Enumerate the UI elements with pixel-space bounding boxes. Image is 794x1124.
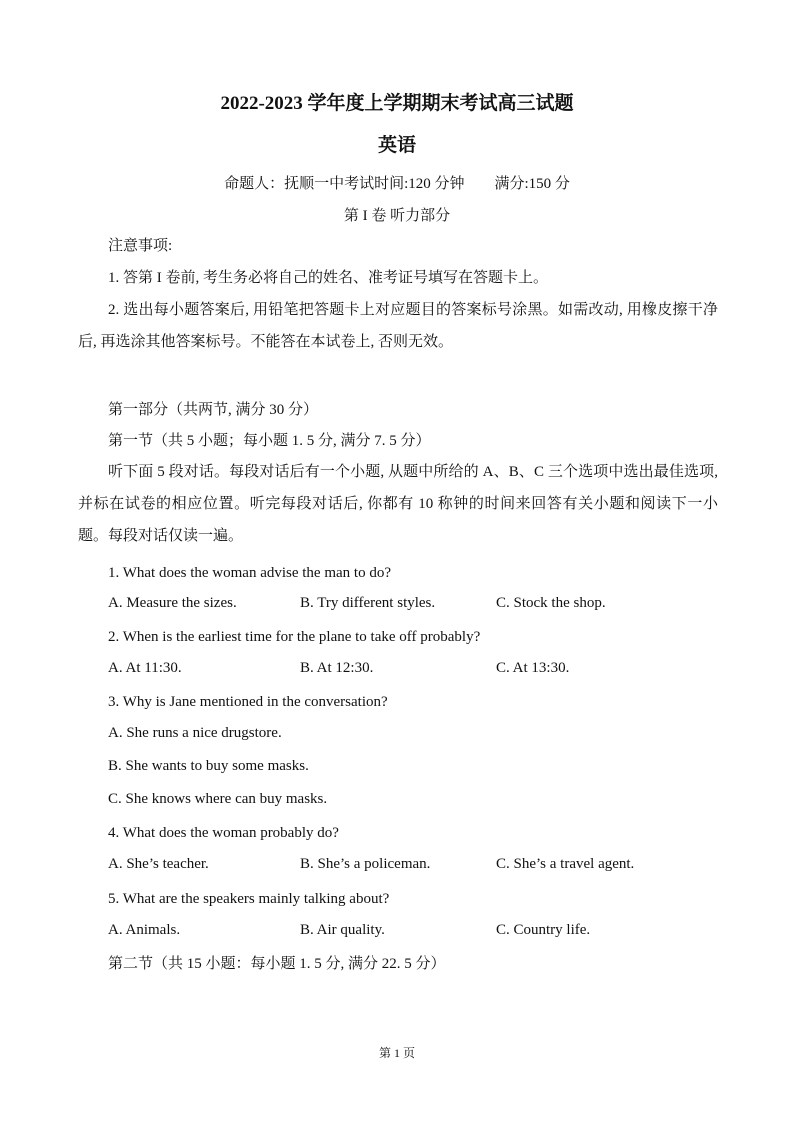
exam-title: 2022-2023 学年度上学期期末考试高三试题 [220,93,574,114]
subject-title: 英语 [377,135,416,156]
notice-item-1: 1. 答第 I 卷前, 考生务必将自己的姓名、准考证号填写在答题卡上。 [108,270,548,286]
question-2-option-c: C. At 13:30. [496,660,570,676]
question-5-option-c: C. Country life. [496,922,591,938]
notice-item-2: 2. 选出每小题答案后, 用铅笔把答题卡上对应题目的答案标号涂黑。如需改动, 用橡皮擦干净后, 再选涂其他答案标号。不能答在本试卷上, 否则无效。 [78,302,718,350]
question-4: 4. What does the woman probably do? [108,825,339,841]
question-1-option-a: A. Measure the sizes. [108,595,237,611]
notice-heading: 注意事项: [108,238,173,254]
question-1-option-c: C. Stock the shop. [496,595,606,611]
page-number: 第 1 页 [378,1046,415,1060]
question-4-option-a: A. She’s teacher. [108,856,209,872]
part1-heading: 第一部分（共两节, 满分 30 分） [108,402,319,418]
section1-instructions: 听下面 5 段对话。每段对话后有一个小题, 从题中所给的 A、B、C 三个选项中选出最佳选项, 并标在试卷的相应位置。听完每段对话后, 你都有 10 称钟的时间来回答有关小题和阅读下一小题。每段对话仅读一遍。 [78,464,718,544]
question-2-option-a: A. At 11:30. [108,660,182,676]
question-5-option-a: A. Animals. [108,922,181,938]
question-3: 3. Why is Jane mentioned in the conversation? [108,694,388,710]
exam-info: 命题人：抚顺一中考试时间:120 分钟 满分:150 分 [224,176,570,192]
question-3-option-a: A. She runs a nice drugstore. [108,725,282,741]
question-1-option-b: B. Try different styles. [300,595,436,611]
question-3-option-c: C. She knows where can buy masks. [108,791,328,807]
question-2: 2. When is the earliest time for the plane to take off probably? [108,629,481,645]
question-5: 5. What are the speakers mainly talking about? [108,891,390,907]
question-4-option-b: B. She’s a policeman. [300,856,431,872]
question-1: 1. What does the woman advise the man to do? [108,565,391,581]
section1-heading: 第一节（共 5 小题；每小题 1. 5 分, 满分 7. 5 分） [108,433,431,449]
question-2-option-b: B. At 12:30. [300,660,374,676]
question-3-option-b: B. She wants to buy some masks. [108,758,309,774]
question-5-option-b: B. Air quality. [300,922,385,938]
volume-heading: 第 I 卷 听力部分 [343,208,451,224]
section2-heading: 第二节（共 15 小题：每小题 1. 5 分, 满分 22. 5 分） [108,956,446,972]
question-4-option-c: C. She’s a travel agent. [496,856,635,872]
